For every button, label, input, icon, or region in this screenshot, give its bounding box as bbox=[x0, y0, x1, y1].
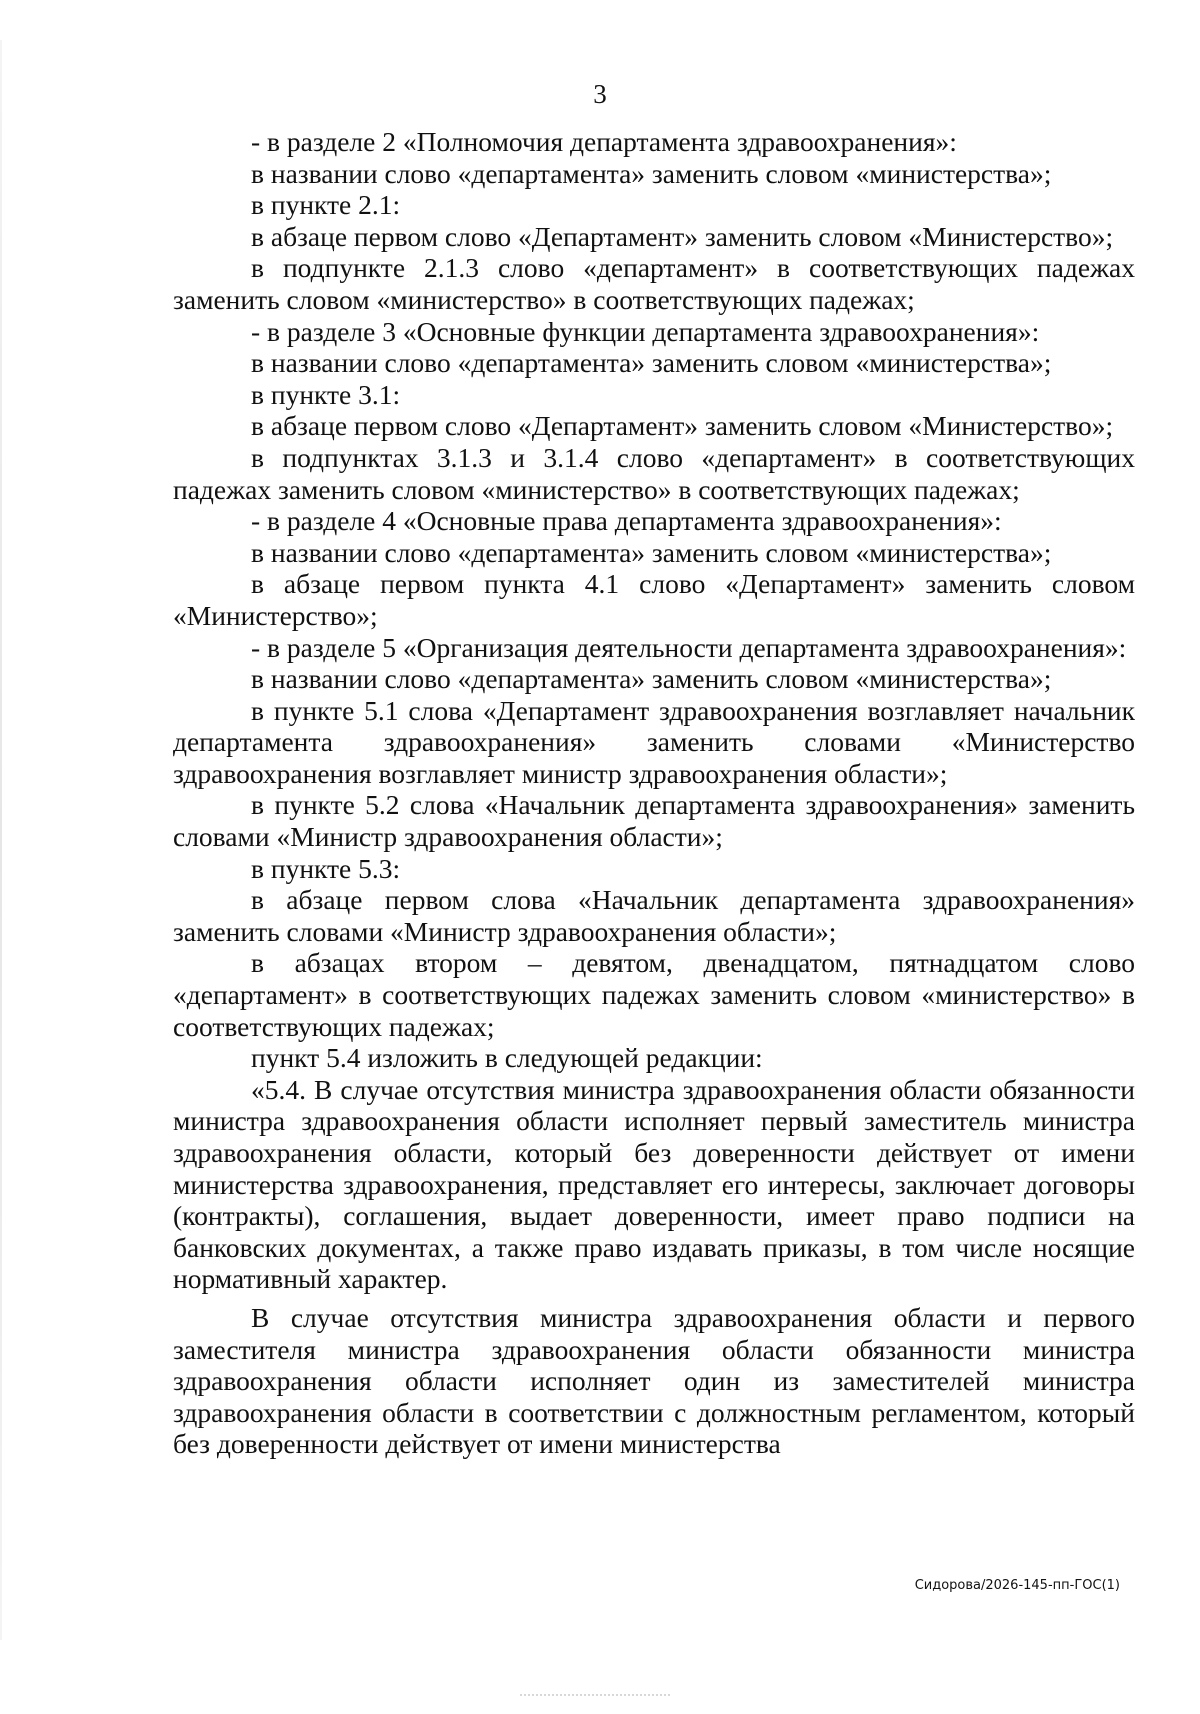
paragraph: в пункте 5.2 слова «Начальник департамента здравоохранения» заменить словами «Министр здравоохранения области»; bbox=[173, 789, 1135, 853]
scan-edge bbox=[0, 40, 2, 1640]
paragraph: в абзаце первом пункта 4.1 слово «Департамент» заменить словом «Министерство»; bbox=[173, 568, 1135, 631]
paragraph: в абзацах втором – девятом, двенадцатом, пятнадцатом слово «департамент» в соответствующих падежах заменить словом «министерство» в соответствующих падежах; bbox=[173, 947, 1135, 1042]
paragraph: в абзаце первом слова «Начальник департамента здравоохранения» заменить словами «Министр здравоохранения области»; bbox=[173, 884, 1135, 947]
page-number: 3 bbox=[593, 79, 607, 109]
paragraph: В случае отсутствия министра здравоохранения области и первого заместителя министра здравоохранения области обязанности министра здравоохранения области исполняет один из заместителей министра здравоохранения области в соответствии с должностным регламентом, который без доверенности действует от имени министерства bbox=[173, 1301, 1135, 1460]
paragraph: в пункте 3.1: bbox=[251, 378, 401, 410]
paragraph: в абзаце первом слово «Департамент» заменить словом «Министерство»; bbox=[251, 410, 1114, 442]
scan-artifact bbox=[520, 1694, 670, 1699]
paragraph: в абзаце первом слово «Департамент» заменить словом «Министерство»; bbox=[251, 220, 1114, 252]
paragraph: в пункте 5.1 слова «Департамент здравоохранения возглавляет начальник департамента здравоохранения» заменить словами «Министерство здравоохранения возглавляет министр здравоохранения области»; bbox=[173, 694, 1135, 789]
paragraph: пункт 5.4 изложить в следующей редакции: bbox=[251, 1042, 763, 1074]
paragraph: в названии слово «департамента» заменить словом «министерства»; bbox=[251, 347, 1052, 379]
paragraph: - в разделе 5 «Организация деятельности департамента здравоохранения»: bbox=[251, 631, 1127, 663]
document-id-footer: Сидорова/2026-145-пп-ГОС(1) bbox=[914, 1578, 1120, 1593]
paragraph: - в разделе 4 «Основные права департамента здравоохранения»: bbox=[251, 505, 1002, 537]
document-body bbox=[173, 126, 1135, 1460]
paragraph: в названии слово «департамента» заменить словом «министерства»; bbox=[251, 663, 1052, 695]
paragraph: в названии слово «департамента» заменить словом «министерства»; bbox=[251, 536, 1052, 568]
paragraph: в подпункте 2.1.3 слово «департамент» в соответствующих падежах заменить словом «министерство» в соответствующих падежах; bbox=[173, 252, 1135, 315]
paragraph: - в разделе 2 «Полномочия департамента здравоохранения»: bbox=[251, 126, 957, 157]
paragraph: «5.4. В случае отсутствия министра здравоохранения области обязанности министра здравоохранения области исполняет первый заместитель министра здравоохранения области, который без доверенности действует от имени министерства здравоохранения, представляет его интересы, заключает договоры (контракты), соглашения, выдает доверенности, имеет право подписи на банковских документах, а также право издавать приказы, в том числе носящие нормативный характер. bbox=[173, 1073, 1135, 1295]
paragraph: в названии слово «департамента» заменить словом «министерства»; bbox=[251, 157, 1052, 189]
paragraph: в пункте 5.3: bbox=[251, 852, 401, 884]
paragraph: в подпунктах 3.1.3 и 3.1.4 слово «департамент» в соответствующих падежах заменить словом «министерство» в соответствующих падежах; bbox=[173, 441, 1135, 505]
paragraph: в пункте 2.1: bbox=[251, 189, 401, 221]
paragraph: - в разделе 3 «Основные функции департамента здравоохранения»: bbox=[251, 315, 1040, 347]
